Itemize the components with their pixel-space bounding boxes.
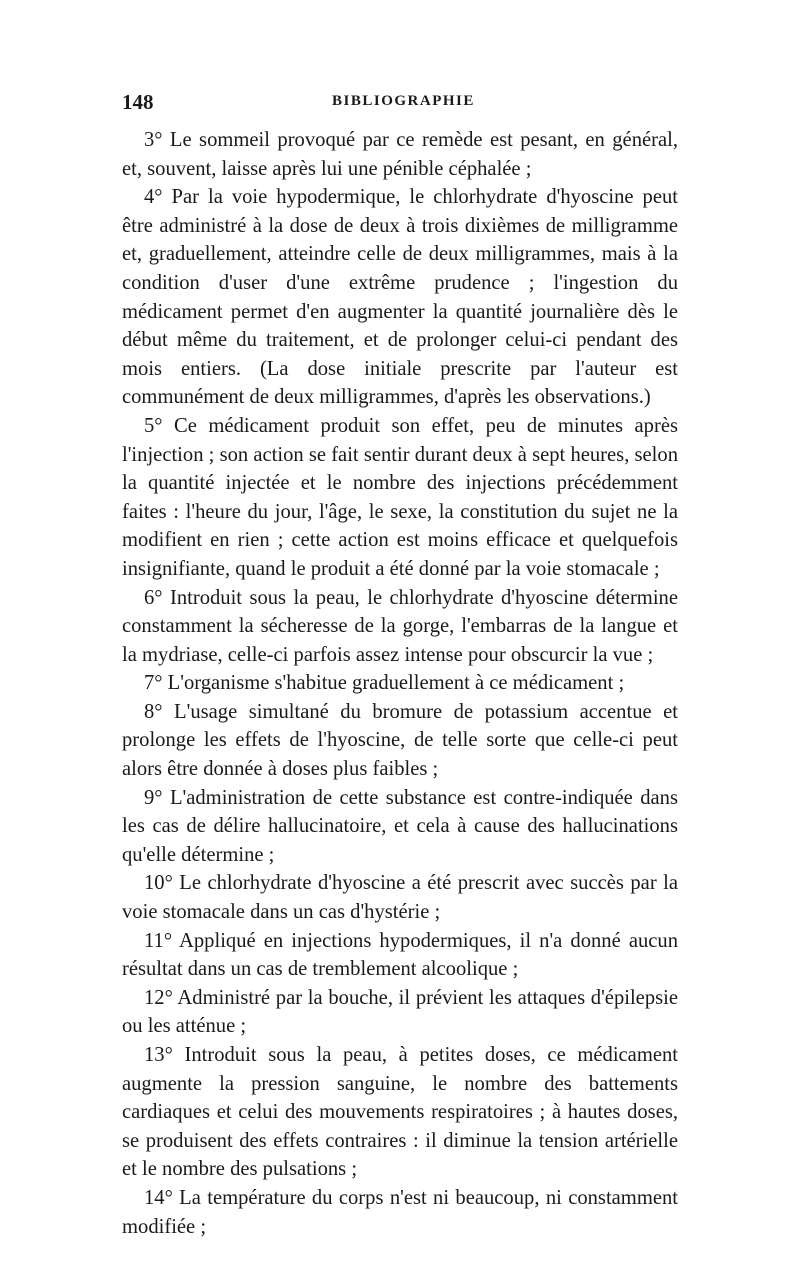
running-head <box>122 90 678 116</box>
paragraph-12: 12° Administré par la bouche, il prévient les attaques d'épilepsie ou les atténue ; <box>122 986 678 1038</box>
paragraph-9: 9° L'administration de cette substance est contre-indiquée dans les cas de délire hallucinatoire, et cela à cause des hallucinations qu'elle détermine ; <box>122 786 678 866</box>
running-title: BIBLIOGRAPHIE <box>332 93 475 109</box>
paragraph-14: 14° La température du corps n'est ni beaucoup, ni constamment modifiée ; <box>122 1186 678 1238</box>
paragraph-6: 6° Introduit sous la peau, le chlorhydrate d'hyoscine détermine constamment la sécheresse de la gorge, l'embarras de la langue et la mydriase, celle-ci parfois assez intense pour obscurcir la vue ; <box>122 586 678 666</box>
page-number: 148 <box>122 90 154 114</box>
body-text <box>122 126 678 1241</box>
book-page <box>122 90 678 1241</box>
paragraph-3: 3° Le sommeil provoqué par ce remède est pesant, en général, et, souvent, laisse après lui une pénible céphalée ; <box>122 129 678 180</box>
paragraph-8: 8° L'usage simultané du bromure de potassium accentue et prolonge les effets de l'hyoscine, de telle sorte que celle-ci peut alors être donnée à doses plus faibles ; <box>122 700 678 781</box>
paragraph-10: 10° Le chlorhydrate d'hyoscine a été prescrit avec succès par la voie stomacale dans un cas d'hystérie ; <box>122 872 678 924</box>
paragraph-4: 4° Par la voie hypodermique, le chlorhydrate d'hyoscine peut être administré à la dose de deux à trois dixièmes de milligramme et, graduellement, atteindre celle de deux milligrammes, mais à la condition d'user d'une extrême prudence ; l'ingestion du médicament permet d'en augmenter la quantité journalière dès le début même du traitement, et de prolonger celui-ci pendant des mois entiers. (La dose initiale prescrite par l'auteur est communément de deux milligrammes, d'après les observations.) <box>122 186 678 409</box>
paragraph-11: 11° Appliqué en injections hypodermiques, il n'a donné aucun résultat dans un cas de tremblement alcoolique ; <box>122 929 678 981</box>
paragraph-5: 5° Ce médicament produit son effet, peu de minutes après l'injection ; son action se fait sentir durant deux à sept heures, selon la quantité injectée et le nombre des injections précédemment faites : l'heure du jour, l'âge, le sexe, la constitution du sujet ne la modifient en rien ; cette action est moins efficace et quelquefois insignifiante, quand le produit a été donné par la voie stomacale ; <box>122 414 678 580</box>
paragraph-7: 7° L'organisme s'habitue graduellement à ce médicament ; <box>144 672 625 695</box>
paragraph-13: 13° Introduit sous la peau, à petites doses, ce médicament augmente la pression sanguine, le nombre des battements cardiaques et celui des mouvements respiratoires ; à hautes doses, se produisent des effets contraires : il diminue la tension artérielle et le nombre des pulsations ; <box>122 1044 678 1181</box>
